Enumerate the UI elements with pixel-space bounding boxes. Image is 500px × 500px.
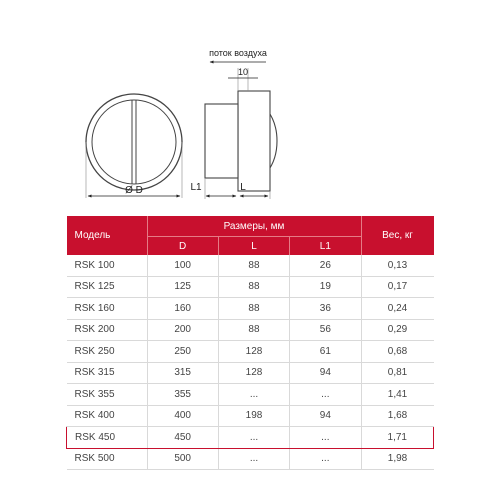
table-row [67,405,434,427]
table-row [67,362,434,384]
cell-model: RSK 355 [67,384,148,406]
cell-model: RSK 400 [67,405,148,427]
cell-d: 315 [147,362,218,384]
header-weight: Вес, кг [361,216,434,255]
cell-l: ... [218,427,289,449]
cell-d: 200 [147,319,218,341]
cell-weight: 0,29 [361,319,434,341]
front-view [86,94,182,198]
cell-d: 400 [147,405,218,427]
technical-drawing [0,0,500,215]
header-d: D [147,237,218,256]
header-model: Модель [67,216,148,255]
cell-weight: 1,71 [361,427,434,449]
cell-weight: 0,24 [361,298,434,320]
cell-l: ... [218,448,289,470]
cell-d: 100 [147,255,218,276]
cell-model: RSK 200 [67,319,148,341]
cell-weight: 0,68 [361,341,434,363]
cell-weight: 1,98 [361,448,434,470]
cell-weight: 1,68 [361,405,434,427]
table-row [67,298,434,320]
cell-l1: 19 [290,276,361,298]
table-row [67,255,434,276]
valve-flange [205,104,238,178]
header-l: L [218,237,289,256]
header-sizes: Размеры, мм [147,216,361,237]
table-body [67,255,434,470]
inner-ring [92,100,176,184]
cell-l1: ... [290,448,361,470]
table-header [67,216,434,255]
cell-l1: 94 [290,362,361,384]
dim-10-label: 10 [237,67,249,77]
cell-l: 88 [218,276,289,298]
cell-model: RSK 100 [67,255,148,276]
outer-ring [86,94,182,190]
table-row [67,276,434,298]
airflow-label: поток воздуха [209,48,267,58]
cell-l1: 94 [290,405,361,427]
cell-l1: 61 [290,341,361,363]
cell-l1: 26 [290,255,361,276]
cell-weight: 0,81 [361,362,434,384]
cell-d: 250 [147,341,218,363]
cell-l: 88 [218,298,289,320]
table-row [67,448,434,470]
cell-l1: 56 [290,319,361,341]
table-row [67,319,434,341]
cell-l: ... [218,384,289,406]
specification-table [66,216,434,470]
cell-model: RSK 160 [67,298,148,320]
cell-l: 128 [218,341,289,363]
cell-d: 500 [147,448,218,470]
dim-l-label: L [240,182,246,193]
cell-l: 88 [218,319,289,341]
cell-l1: ... [290,384,361,406]
side-view [190,48,277,199]
cell-l1: 36 [290,298,361,320]
cell-model: RSK 500 [67,448,148,470]
cell-model: RSK 315 [67,362,148,384]
cell-weight: 0,13 [361,255,434,276]
cell-weight: 1,41 [361,384,434,406]
cell-model: RSK 450 [67,427,148,449]
diameter-label: Ø D [125,185,143,196]
cell-model: RSK 125 [67,276,148,298]
cell-l: 88 [218,255,289,276]
cell-d: 355 [147,384,218,406]
table-row [67,427,434,449]
cell-l: 198 [218,405,289,427]
cell-model: RSK 250 [67,341,148,363]
cell-l1: ... [290,427,361,449]
cell-d: 125 [147,276,218,298]
cell-d: 450 [147,427,218,449]
header-l1: L1 [290,237,361,256]
cell-l: 128 [218,362,289,384]
dim-l1-label: L1 [190,182,202,193]
cell-d: 160 [147,298,218,320]
cell-weight: 0,17 [361,276,434,298]
valve-body [238,91,270,191]
table-row [67,384,434,406]
table-row [67,341,434,363]
